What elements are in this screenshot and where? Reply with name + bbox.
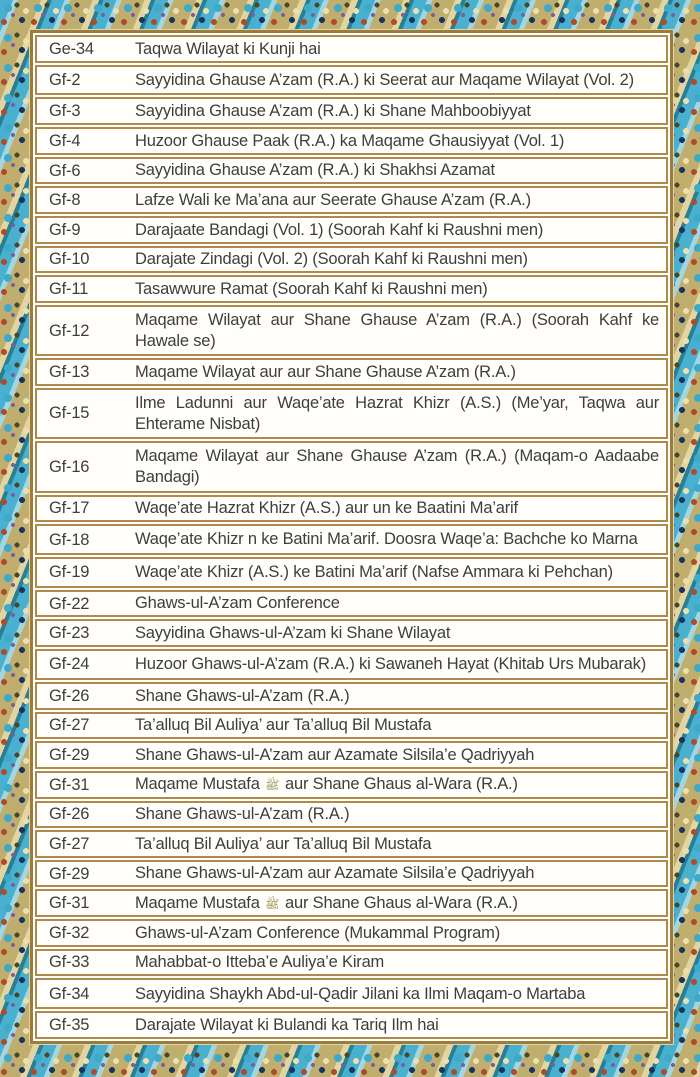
table-row [35,186,668,214]
table-row [35,649,668,680]
item-title: Sayyidina Ghause A’zam (R.A.) ki Shakhsi Azamat [135,161,495,180]
item-code: Gf-8 [49,191,81,210]
catalog-table [30,30,673,1044]
item-title: Sayyidina Shaykh Abd-ul-Qadir Jilani ka Ilmi Maqam-o Martaba [135,984,586,1003]
table-row [35,978,668,1009]
table-row [35,712,668,740]
item-code: Gf-6 [49,161,81,180]
item-title: Maqame Mustafa ﷺ aur Shane Ghaus al-Wara (R.A.) [135,775,518,794]
item-title: Darajate Wilayat ki Bulandi ka Tariq Ilm hai [135,1015,439,1034]
item-title: Ilme Ladunni aur Waqe’ate Hazrat Khizr (A.S.) (Me’yar, Taqwa aur Ehterame Nisbat) [135,394,659,433]
item-code: Gf-10 [49,250,90,269]
item-code: Gf-4 [49,131,81,150]
item-code: Gf-27 [49,716,90,735]
pbuh-honorific-glyph: ﷺ [265,778,280,793]
item-title: Huzoor Ghaws-ul-A’zam (R.A.) ki Sawaneh Hayat (Khitab Urs Mubarak) [135,655,646,674]
item-title: Ta’alluq Bil Auliya’ aur Ta’alluq Bil Mustafa [135,716,432,735]
table-row [35,557,668,588]
item-code: Gf-3 [49,102,81,121]
item-code: Gf-26 [49,686,90,705]
table-row [35,246,668,274]
table-row [35,441,668,492]
table-row [35,590,668,618]
item-title: Darajaate Bandagi (Vol. 1) (Soorah Kahf ki Raushni men) [135,220,544,239]
table-row [35,801,668,829]
item-title: Mahabbat-o Itteba’e Auliya’e Kiram [135,953,385,972]
item-title: Waqe’ate Hazrat Khizr (A.S.) aur un ke Baatini Ma’arif [135,499,518,518]
item-title: Taqwa Wilayat ki Kunji hai [135,39,321,58]
item-code: Gf-35 [49,1015,90,1034]
item-title: Huzoor Ghause Paak (R.A.) ka Maqame Ghausiyyat (Vol. 1) [135,131,565,150]
item-code: Gf-17 [49,499,90,518]
table-row [35,358,668,386]
table-rows [35,35,668,1039]
item-code: Gf-33 [49,953,90,972]
item-title: Tasawwure Ramat (Soorah Kahf ki Raushni men) [135,279,488,298]
item-code: Ge-34 [49,39,94,58]
item-code: Gf-9 [49,220,81,239]
table-row [35,35,668,63]
table-row [35,682,668,710]
pbuh-honorific-glyph: ﷺ [265,897,280,912]
item-title: Ghaws-ul-A’zam Conference (Mukammal Program) [135,923,500,942]
table-row [35,388,668,439]
table-row [35,127,668,155]
item-title: Sayyidina Ghaws-ul-A’zam ki Shane Wilayat [135,624,451,643]
item-code: Gf-12 [49,321,90,340]
item-code: Gf-23 [49,624,90,643]
table-row [35,741,668,769]
item-code: Gf-18 [49,530,90,549]
item-title: Maqame Wilayat aur Shane Ghause A’zam (R.A.) (Maqam-o Aadaabe Bandagi) [135,447,659,486]
item-title: Waqe’ate Khizr (A.S.) ke Batini Ma’arif (Nafse Ammara ki Pehchan) [135,563,613,582]
table-row [35,949,668,977]
table-row [35,860,668,888]
item-title: Shane Ghaws-ul-A’zam aur Azamate Silsila’e Qadriyyah [135,745,535,764]
item-title: Maqame Wilayat aur Shane Ghause A’zam (R.A.) (Soorah Kahf ke Hawale se) [135,311,659,350]
item-title: Darajate Zindagi (Vol. 2) (Soorah Kahf ki Raushni men) [135,250,528,269]
item-code: Gf-24 [49,655,90,674]
item-title: Lafze Wali ke Ma’ana aur Seerate Ghause A’zam (R.A.) [135,191,531,209]
table-row [35,771,668,799]
item-code: Gf-2 [49,71,81,89]
table-row [35,889,668,917]
item-code: Gf-16 [49,457,90,476]
table-row [35,157,668,185]
item-code: Gf-11 [49,280,89,299]
item-code: Gf-31 [49,894,90,913]
item-code: Gf-34 [49,984,90,1003]
table-row [35,275,668,303]
item-code: Gf-29 [49,745,90,764]
item-title: Maqame Mustafa ﷺ aur Shane Ghaus al-Wara (R.A.) [135,894,518,913]
item-title: Sayyidina Ghause A’zam (R.A.) ki Seerat aur Maqame Wilayat (Vol. 2) [135,70,634,89]
item-code: Gf-22 [49,594,90,613]
item-title: Waqe’ate Khizr n ke Batini Ma’arif. Doosra Waqe’a: Bachche ko Marna [135,530,638,549]
item-title: Shane Ghaws-ul-A’zam (R.A.) [135,686,350,705]
item-code: Gf-27 [49,834,90,853]
table-row [35,216,668,244]
table-row [35,305,668,356]
table-row [35,619,668,647]
item-code: Gf-29 [49,864,90,883]
item-code: Gf-26 [49,805,90,824]
item-title: Ghaws-ul-A’zam Conference [135,594,340,613]
item-title: Shane Ghaws-ul-A’zam (R.A.) [135,805,350,824]
table-row [35,1011,668,1039]
table-row [35,830,668,858]
item-title: Ta’alluq Bil Auliya’ aur Ta’alluq Bil Mustafa [135,834,432,853]
item-title: Shane Ghaws-ul-A’zam aur Azamate Silsila’e Qadriyyah [135,864,535,883]
item-code: Gf-31 [49,775,90,794]
table-row [35,524,668,555]
table-row [35,919,668,947]
item-title: Sayyidina Ghause A’zam (R.A.) ki Shane Mahboobiyyat [135,102,531,121]
table-row [35,495,668,523]
item-code: Gf-19 [49,563,90,582]
item-title: Maqame Wilayat aur aur Shane Ghause A’zam (R.A.) [135,362,516,381]
item-code: Gf-13 [49,363,90,382]
table-row [35,97,668,125]
table-row [35,65,668,96]
item-code: Gf-32 [49,923,90,942]
item-code: Gf-15 [49,404,90,423]
